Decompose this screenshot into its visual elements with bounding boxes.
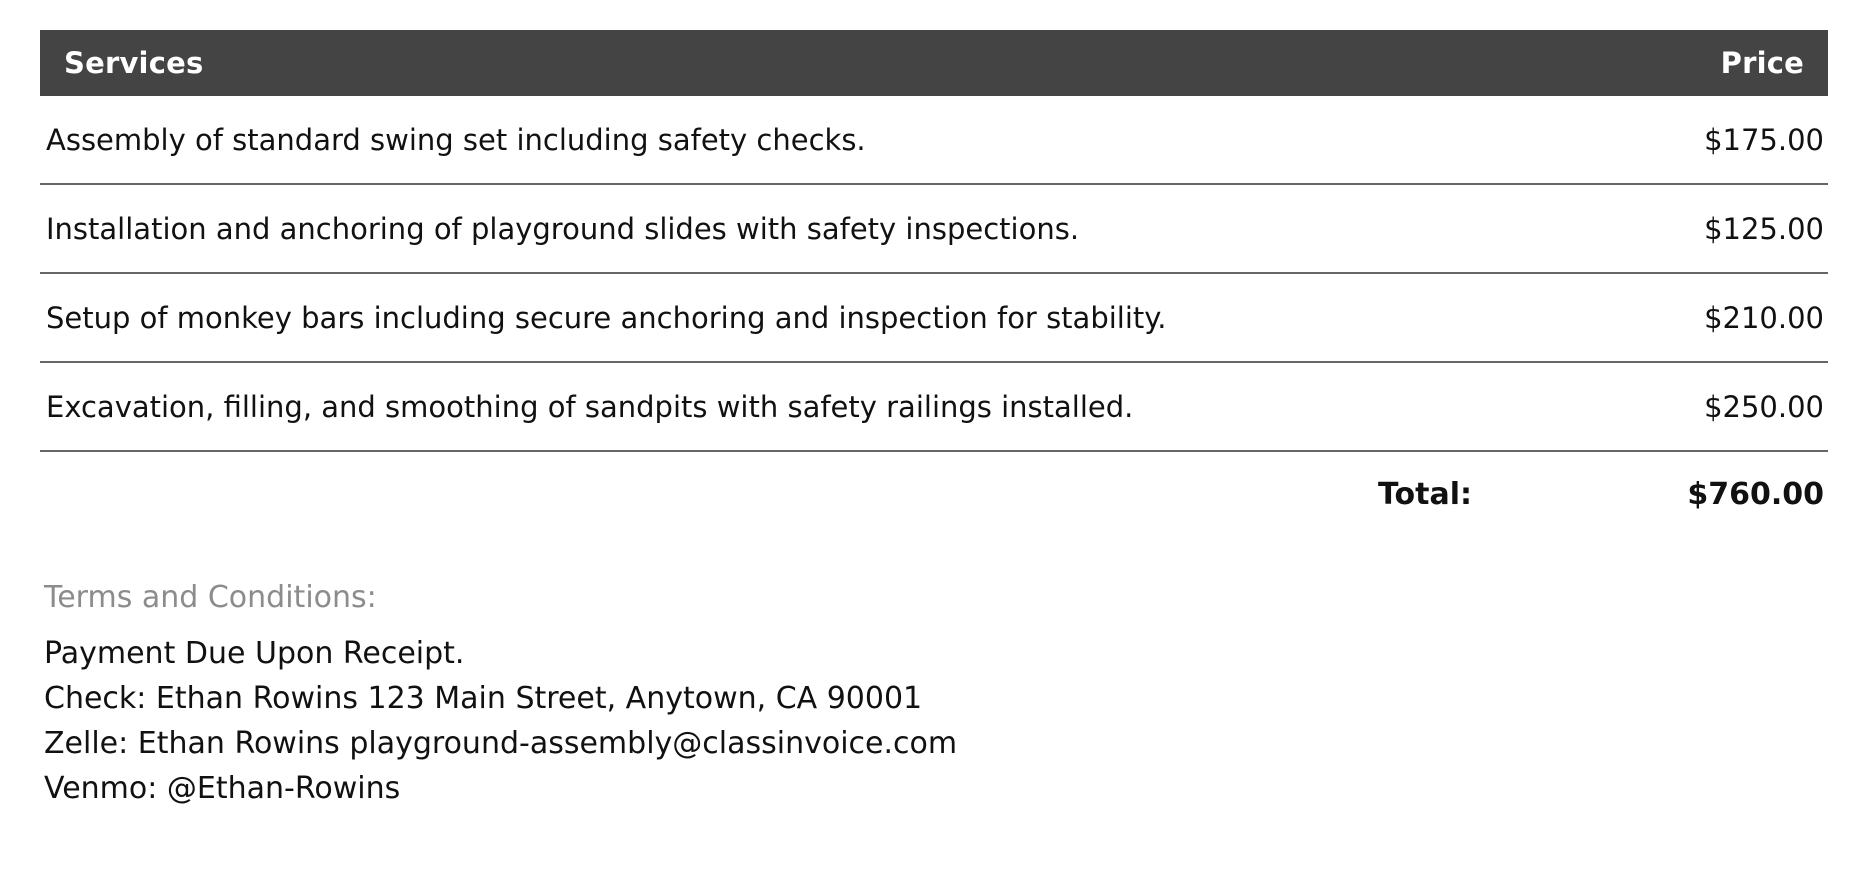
terms-line: Check: Ethan Rowins 123 Main Street, Anytown, CA 90001 xyxy=(44,681,923,716)
service-price: $125.00 xyxy=(1504,184,1828,273)
services-table-head xyxy=(40,30,1828,96)
table-row xyxy=(40,96,1828,184)
service-price: $210.00 xyxy=(1504,273,1828,362)
terms-and-conditions-section xyxy=(40,580,1828,811)
service-description: Excavation, filling, and smoothing of sandpits with safety railings installed. xyxy=(40,362,1504,451)
table-header-row xyxy=(40,30,1828,96)
table-row xyxy=(40,362,1828,451)
services-table xyxy=(40,30,1828,536)
terms-line: Venmo: @Ethan-Rowins xyxy=(44,771,401,806)
table-row xyxy=(40,273,1828,362)
service-price: $250.00 xyxy=(1504,362,1828,451)
total-row xyxy=(40,451,1828,536)
service-price: $175.00 xyxy=(1504,96,1828,184)
terms-title: Terms and Conditions: xyxy=(44,580,377,615)
service-description: Installation and anchoring of playground slides with safety inspections. xyxy=(40,184,1504,273)
terms-line: Payment Due Upon Receipt. xyxy=(44,636,465,671)
table-row xyxy=(40,184,1828,273)
total-value: $760.00 xyxy=(1687,476,1824,512)
service-description: Assembly of standard swing set including safety checks. xyxy=(40,96,1504,184)
terms-line: Zelle: Ethan Rowins playground-assembly@classinvoice.com xyxy=(44,726,958,761)
total-label: Total: xyxy=(1378,476,1472,512)
service-description: Setup of monkey bars including secure anchoring and inspection for stability. xyxy=(40,273,1504,362)
services-table-body xyxy=(40,96,1828,536)
column-header-services: Services xyxy=(64,46,204,80)
column-header-price: Price xyxy=(1720,46,1804,80)
